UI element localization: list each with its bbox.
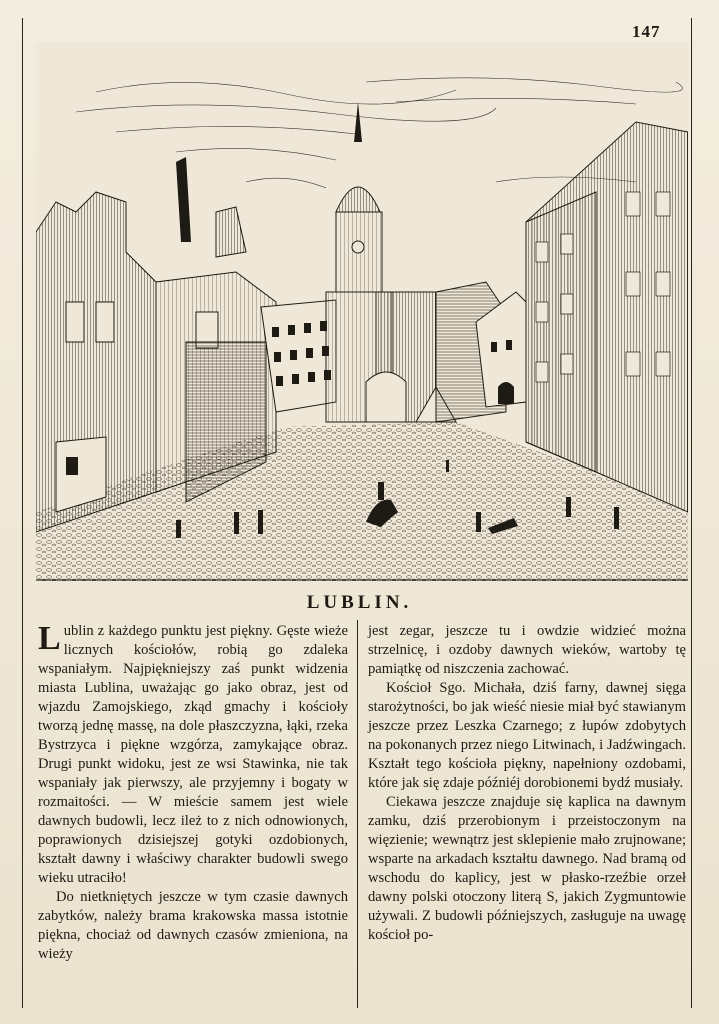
drop-cap: L xyxy=(38,620,61,657)
right-paragraph-2: Kościoł Sgo. Michała, dziś farny, dawnej sięga starożytności, bo jak wieść niesie miał być stawianym jeszcze przez Leszka Czarnego; z łupów zdobytych na pokonanych przez niego Litwinach, i Jadźwingach. Kształt tego kościoła piękny, napełniony ozdobami, które jak się zdaje późniéj dorobionemi bydź musiały. xyxy=(368,680,686,791)
right-paragraph-3: Ciekawa jeszcze znajduje się kaplica na dawnym zamku, dziś przerobionym i przeistoczonym na więzienie; wewnątrz jest sklepienie mało zrujnowane; wsparte na arkadach kształtu dawnego. Nad bramą od wschodu do kaplicy, jest w płasko-rzeźbie orzeł dawny polski otoczony literą S, jakich Zygmuntowie używali. Z budowli późniejszych, zasługuje na uwagę kościoł po- xyxy=(368,794,686,943)
right-column xyxy=(368,622,686,945)
column-divider xyxy=(357,620,358,1008)
engraving-lublin-gate xyxy=(36,42,688,582)
right-middle-buildings xyxy=(436,282,526,422)
left-paragraph-1-text: ublin z każdego punktu jest piękny. Gęste wieże licznych kościołów, robią go zdaleka wspaniałym. Najpiękniejszy zaś punkt widzenia miasta Lublina, uważając go jako obraz, jest od wjazdu Zamojskiego, zkąd gmachy i kościoły tworzą jednę massę, na dole płaszczyzna, łąki, rzeka Bystrzyca i piękne wzgórza, zamykające obraz. Drugi punkt widoku, jest ze wsi Stawinka, nie tak wspaniały jak pierwszy, ale przyjemny i bogaty w rozmaitości. — W mieście samem jest wiele dawnych budowli, lecz ileż to z nich odnowionych, poprawionych dzisiejszej gotyki ozdobionych, kształt dawny i właściwy charakter budowli swego wieku utraciło! xyxy=(38,623,348,886)
page-number: 147 xyxy=(632,22,661,41)
left-paragraph-1 xyxy=(38,622,348,888)
right-paragraph-1: jest zegar, jeszcze tu i owdzie widzieć można strzelnicę, i ozdoby dawnych wieków, wartoby tę pamiątkę od niszczenia zachować. xyxy=(368,623,686,677)
left-paragraph-2: Do nietkniętych jeszcze w tym czasie dawnych zabytków, należy brama krakowska massa istotnie piękna, chociaż od dawnych czasów zmieniona, na wieży xyxy=(38,889,348,962)
article-title: LUBLIN. xyxy=(306,592,413,613)
left-column xyxy=(38,622,348,964)
